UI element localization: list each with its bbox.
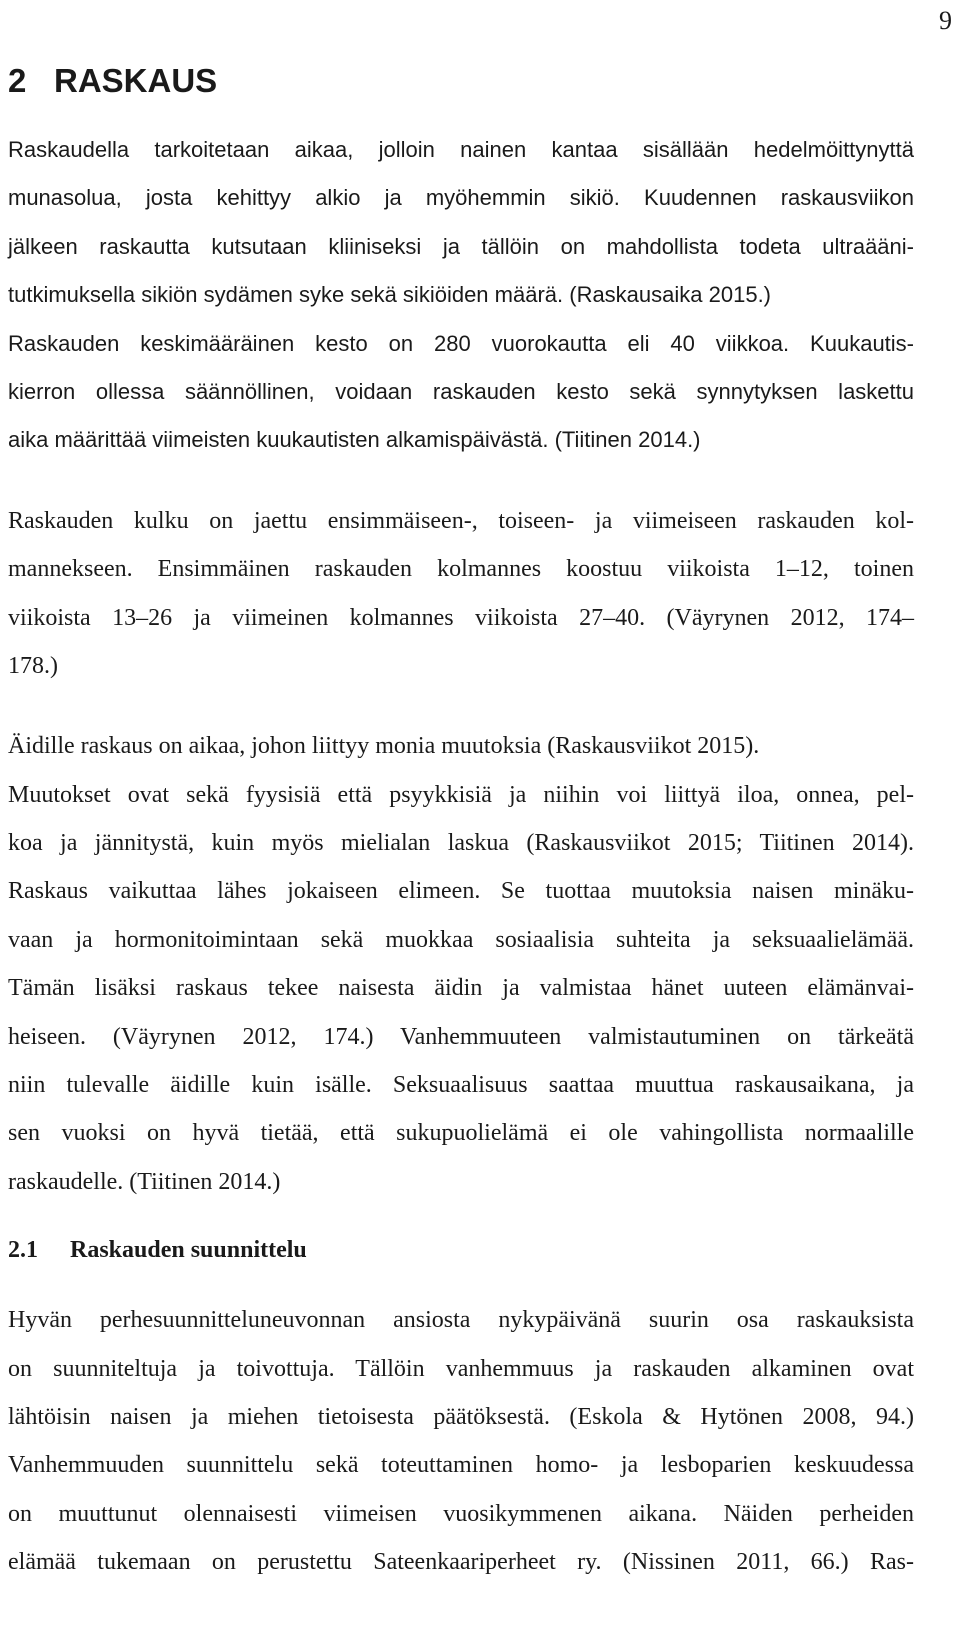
text-line: niin tulevalle äidille kuin isälle. Seksuaalisuus saattaa muuttua raskausaikana, ja xyxy=(8,1072,914,1099)
text-line: Muutokset ovat sekä fyysisiä että psyykkisiä ja niihin voi liittyä iloa, onnea, pel- xyxy=(8,781,914,808)
text-line: Vanhemmuuden suunnittelu sekä toteuttaminen homo- ja lesboparien keskuudessa xyxy=(8,1452,914,1479)
page-number: 9 xyxy=(939,6,952,35)
section-heading xyxy=(8,1234,914,1266)
text-line: kierron ollessa säännöllinen, voidaan raskauden kesto sekä synnytyksen laskettu xyxy=(8,378,914,404)
text-line: 178.) xyxy=(8,652,58,679)
text-line: raskaudelle. (Tiitinen 2014.) xyxy=(8,1168,281,1195)
text-line: Hyvän perhesuunnitteluneuvonnan ansiosta nykypäivänä suurin osa raskauksista xyxy=(8,1307,914,1334)
paragraph-3 xyxy=(8,722,914,1206)
paragraph-1 xyxy=(8,126,914,465)
paragraph-2 xyxy=(8,497,914,691)
text-line: Raskauden keskimääräinen kesto on 280 vuorokautta eli 40 viikkoa. Kuukautis- xyxy=(8,330,914,356)
chapter-heading xyxy=(8,58,914,104)
text-line: koa ja jännitystä, kuin myös mielialan laskua (Raskausviikot 2015; Tiitinen 2014). xyxy=(8,830,914,857)
section-title: Raskauden suunnittelu xyxy=(70,1237,307,1264)
text-line: Raskaus vaikuttaa lähes jokaiseen elimeen. Se tuottaa muutoksia naisen minäku- xyxy=(8,878,914,905)
text-line: Raskaudella tarkoitetaan aikaa, jolloin nainen kantaa sisällään hedelmöittynyttä xyxy=(8,137,914,162)
text-line: on muuttunut olennaisesti viimeisen vuosikymmenen aikana. Näiden perheiden xyxy=(8,1500,914,1527)
text-line: lähtöisin naisen ja miehen tietoisesta päätöksestä. (Eskola & Hytönen 2008, 94.) xyxy=(8,1403,914,1430)
text-line: Äidille raskaus on aikaa, johon liittyy monia muutoksia (Raskausviikot 2015). xyxy=(8,733,760,760)
text-line: Raskauden kulku on jaettu ensimmäiseen-, toiseen- ja viimeiseen raskauden kol- xyxy=(8,507,914,534)
text-line: mannekseen. Ensimmäinen raskauden kolmannes koostuu viikoista 1–12, toinen xyxy=(8,556,914,583)
section-paragraph xyxy=(8,1296,914,1586)
text-line: tutkimuksella sikiön sydämen syke sekä sikiöiden määrä. (Raskausaika 2015.) xyxy=(8,282,772,308)
chapter-number: 2 xyxy=(8,62,27,99)
text-line: Tämän lisäksi raskaus tekee naisesta äidin ja valmistaa hänet uuteen elämänvai- xyxy=(8,975,914,1002)
text-line: munasolua, josta kehittyy alkio ja myöhemmin sikiö. Kuudennen raskausviikon xyxy=(8,185,914,211)
text-line: heiseen. (Väyrynen 2012, 174.) Vanhemmuuteen valmistautuminen on tärkeätä xyxy=(8,1023,914,1050)
text-line: on suunniteltuja ja toivottuja. Tällöin vanhemmuus ja raskauden alkaminen ovat xyxy=(8,1355,914,1382)
document-page xyxy=(8,58,914,1587)
text-line: viikoista 13–26 ja viimeinen kolmannes viikoista 27–40. (Väyrynen 2012, 174– xyxy=(8,604,914,631)
text-line: jälkeen raskautta kutsutaan kliiniseksi ja tällöin on mahdollista todeta ultraääni- xyxy=(8,233,914,259)
text-line: vaan ja hormonitoimintaan sekä muokkaa sosiaalisia suhteita ja seksuaalielämää. xyxy=(8,926,914,953)
chapter-title: RASKAUS xyxy=(54,62,218,99)
section-number: 2.1 xyxy=(8,1237,38,1264)
text-line: elämää tukemaan on perustettu Sateenkaariperheet ry. (Nissinen 2011, 66.) Ras- xyxy=(8,1549,914,1576)
text-line: sen vuoksi on hyvä tietää, että sukupuolielämä ei ole vahingollista normaalille xyxy=(8,1120,914,1147)
text-line: aika määrittää viimeisten kuukautisten alkamispäivästä. (Tiitinen 2014.) xyxy=(8,427,701,453)
